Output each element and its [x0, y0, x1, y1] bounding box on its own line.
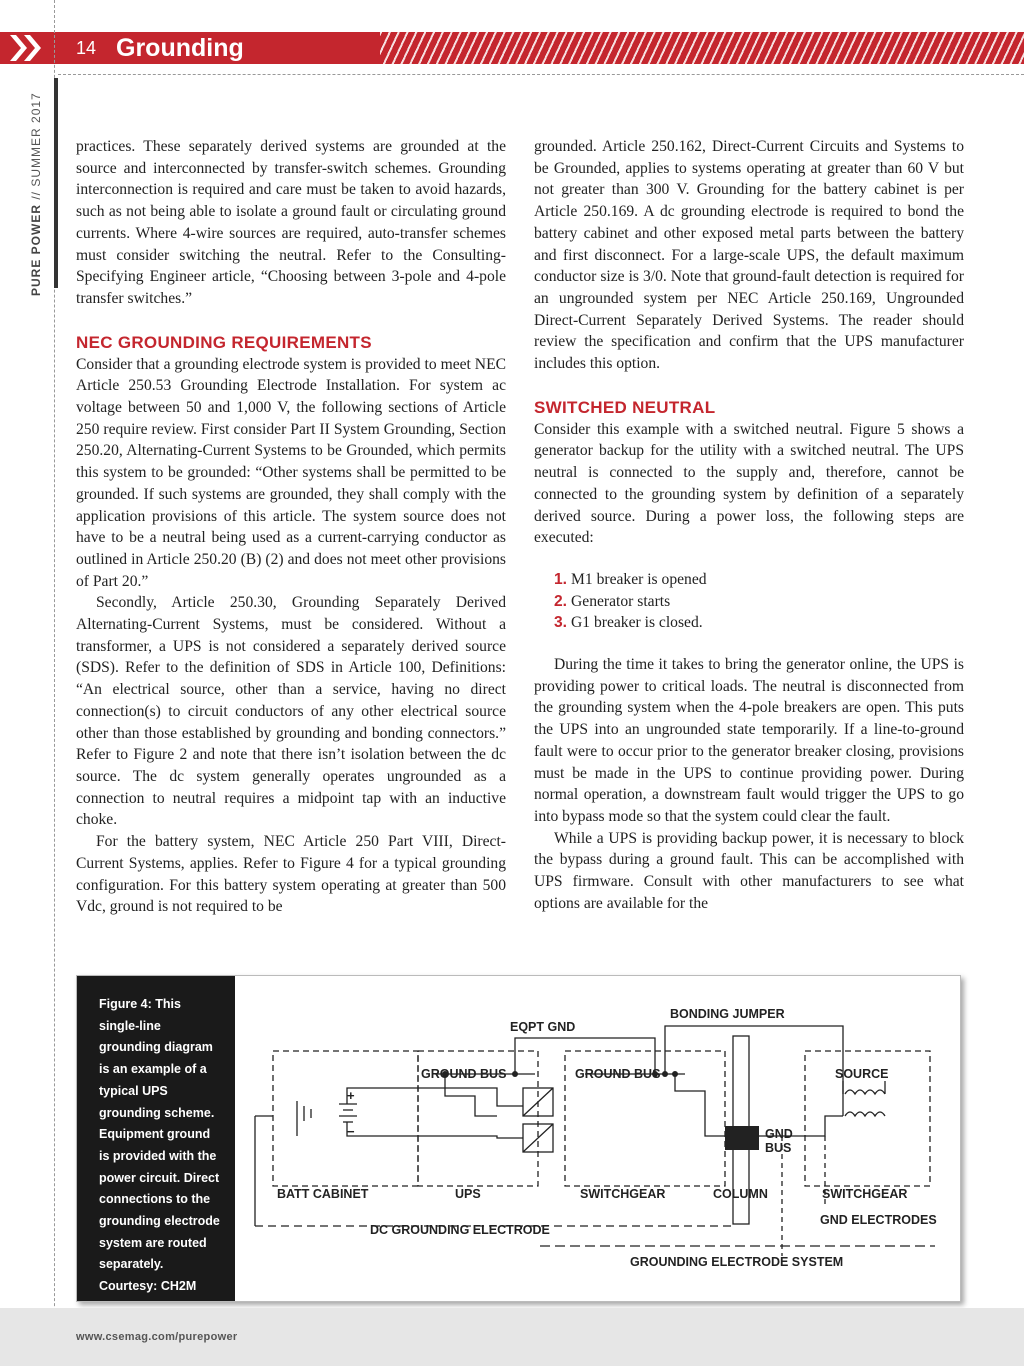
label-ground-bus: GROUND BUS — [421, 1067, 507, 1081]
paragraph: For the battery system, NEC Article 250 Part VIII, Direct-Current Systems, applies. Refer to Figure 4 for a typical grounding configuration. For this battery system operating at greater than 500 Vdc, ground is not required to be — [76, 833, 506, 916]
side-label — [29, 92, 43, 296]
label-bonding-jumper: BONDING JUMPER — [670, 1007, 785, 1021]
section-title: Grounding — [116, 34, 244, 62]
heading-switched-neutral: SWITCHED NEUTRAL — [534, 397, 716, 417]
label-grounding-electrode-system: GROUNDING ELECTRODE SYSTEM — [630, 1255, 844, 1269]
label-switchgear: SWITCHGEAR — [580, 1187, 666, 1201]
label-eqpt-gnd: EQPT GND — [510, 1020, 576, 1034]
label-column: COLUMN — [713, 1187, 768, 1201]
paragraph: Consider this example with a switched neutral. Figure 5 shows a generator backup for the utility with a switched neutral. The UPS neutral is connected to the supply and, therefore, cannot be connected to the grounding system by definition of a separately derived source. During a power loss, the following steps are executed: — [534, 420, 964, 547]
label-gnd-electrodes: GND ELECTRODES — [820, 1213, 937, 1227]
paragraph: grounded. Article 250.162, Direct-Current Circuits and Systems to be Grounded, applies to systems operating at greater than 60 V but not greater than 300 V. Grounding for the battery cabinet is per Article 250.169. A dc grounding electrode is required to bond the battery cabinet and other exposed metal parts between the battery and first disconnect. For a large-scale UPS, the default maximum conductor size is 3/0. Note that ground-fault detection is required for an ungrounded system per NEC Article 250.169, Ungrounded Direct-Current Separately Derived Systems. The reader should review the specification and confirm that the UPS manufacturer includes this option. — [534, 138, 964, 373]
label-ups: UPS — [455, 1187, 481, 1201]
paragraph: practices. These separately derived systems are grounded at the source and interconnected by transfer-switch schemes. Grounding interconnection is required and care must be taken to avoid hazards, such as not being able to isolate a ground fault or circulating ground currents. Where 4-wire sources are required, auto-transfer schemes must consider switching the neutral. Refer to the Consulting-Specifying Engineer article, “Choosing between 3-pole and 4-pole transfer switches.” — [76, 138, 506, 307]
page-number: 14 — [76, 38, 97, 58]
list-item: 1. M1 breaker is opened — [554, 570, 707, 588]
heading-nec-grounding: NEC GROUNDING REQUIREMENTS — [76, 332, 372, 352]
label-gnd-bus: GND — [765, 1127, 793, 1141]
list-item: 2. Generator starts — [554, 592, 671, 610]
figure-4 — [76, 975, 961, 1302]
minus-sign: − — [347, 1124, 355, 1139]
paragraph: During the time it takes to bring the generator online, the UPS is providing power to critical loads. The neutral is disconnected from the grounding system when the 4-pole breakers are open. This puts the UPS into an ungrounded state temporarily. If a line-to-ground fault were to occur prior to the generator breaker closing, provisions must be made in the UPS to continue providing power. During normal operation, a downstream fault would trigger the UPS to go into bypass mode so that the system could clear the fault. — [534, 656, 964, 825]
paragraph: Consider that a grounding electrode system is provided to meet NEC Article 250.53 Grounding Electrode Installation. For system ac voltage between 50 and 1,000 V, the following sections of Article 250 require review. First consider Part II System Grounding, Section 250.20, Alternating-Current Systems to be Grounded, which permits this system to be grounded: “Other systems shall be permitted to be grounded. If such systems are grounded, they shall comply with the application provisions of this article. The system source does not have to be a neutral being used as a current-carrying conductor as outlined in Article 250.20 (B) (2) and does not meet other provisions of Part 20.” — [76, 355, 506, 590]
header-divider — [58, 74, 1024, 75]
footer-url: www.csemag.com/purepower — [76, 1331, 238, 1343]
steps-list — [534, 569, 964, 634]
plus-sign: + — [347, 1088, 355, 1103]
paragraph: Secondly, Article 250.30, Grounding Separately Derived Alternating-Current Systems, must be considered. Without a transformer, a UPS is not considered a separately derived source (SDS). Refer to the definition of SDS in Article 100, Definitions: “An electrical source, other than a service, having no direct connection(s) to circuit conductors of any other electrical source other than those established by grounding and bonding connectors.” Refer to Figure 2 and note that there isn’t isolation between the dc source. The dc system generally operates ungrounded as a connection to neutral requires a midpoint tap with an inductive choke. — [76, 594, 506, 829]
double-chevron-icon — [0, 32, 52, 64]
figure-caption: Figure 4: This single-line grounding diagram is an example of a typical UPS grounding scheme. Equipment ground is provided with the power circuit. Direct connections to the grounding electrode system are routed separately. Courtesy: CH2M — [77, 976, 235, 1301]
header-hatch-pattern — [380, 32, 1024, 64]
label-ground-bus: GROUND BUS — [575, 1067, 661, 1081]
left-column — [76, 136, 506, 918]
label-batt-cabinet: BATT CABINET — [277, 1187, 369, 1201]
label-gnd-bus: BUS — [765, 1141, 792, 1155]
grounding-diagram — [235, 976, 959, 1301]
right-column — [534, 136, 964, 915]
side-rule — [54, 78, 58, 288]
paragraph: While a UPS is providing backup power, it is necessary to block the bypass during a ground fault. This can be accomplished with UPS firmware. Consult with other manufacturers to see what options are available for the — [534, 829, 964, 912]
brand-name: PURE POWER — [29, 203, 43, 296]
label-source: SOURCE — [835, 1067, 889, 1081]
issue-date: // SUMMER 2017 — [29, 92, 43, 204]
label-dc-grounding-electrode: DC GROUNDING ELECTRODE — [370, 1223, 550, 1237]
label-switchgear: SWITCHGEAR — [822, 1187, 908, 1201]
list-item: 3. G1 breaker is closed. — [554, 614, 703, 632]
